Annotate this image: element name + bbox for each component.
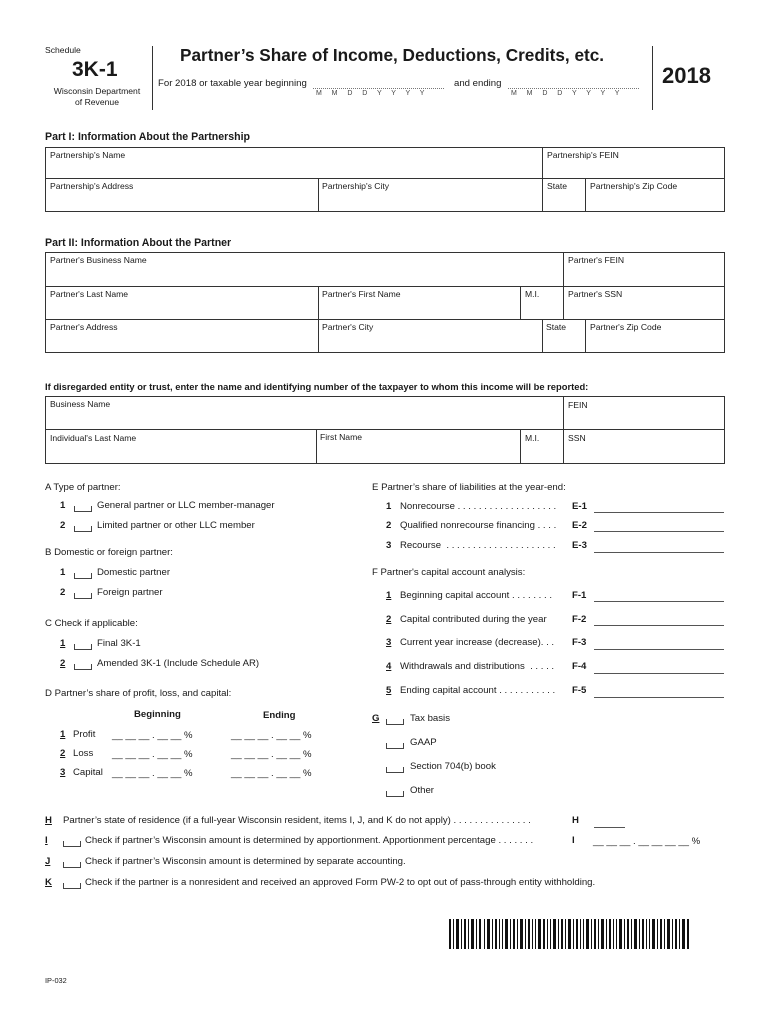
- partnership-city-field[interactable]: Partnership's City: [322, 181, 390, 191]
- section-a-item1-num: 1: [60, 500, 66, 511]
- e3-code: E-3: [572, 540, 587, 551]
- e1-amount-field[interactable]: [594, 512, 724, 513]
- section-i-text: Check if partner’s Wisconsin amount is determined by apportionment. Apportionment percentage . . . . . . .: [85, 835, 534, 846]
- disregarded-col-fein: [563, 396, 564, 429]
- final-3k1-checkbox[interactable]: [74, 644, 92, 650]
- part1-col-divider-zip: [585, 178, 586, 212]
- part1-row-divider: [45, 178, 725, 179]
- partner-zip-field[interactable]: Partner's Zip Code: [590, 322, 662, 332]
- f3-num: 3: [386, 637, 392, 648]
- disregarded-col-first: [316, 429, 317, 464]
- apportionment-percentage-field[interactable]: __ __ __ . __ __ __ __ %: [593, 836, 701, 847]
- limited-partner-checkbox[interactable]: [74, 526, 92, 532]
- loss-num: 2: [60, 748, 66, 759]
- page-title: Partner’s Share of Income, Deductions, Credits, etc.: [180, 45, 605, 65]
- e1-label: Nonrecourse . . . . . . . . . . . . . . . . . . .: [400, 501, 557, 512]
- part1-title: Part I: Information About the Partnership: [45, 131, 251, 143]
- section-704b-checkbox[interactable]: [386, 767, 404, 773]
- f2-code: F-2: [572, 614, 587, 625]
- e2-code: E-2: [572, 520, 587, 531]
- profit-num: 1: [60, 729, 66, 740]
- disregarded-title: If disregarded entity or trust, enter the name and identifying number of the taxpayer to whom this income will be reported:: [45, 381, 589, 392]
- section-e-title: E Partner’s share of liabilities at the year-end:: [372, 482, 566, 493]
- loss-label: Loss: [73, 748, 94, 759]
- partnership-address-field[interactable]: Partnership's Address: [50, 181, 134, 191]
- section-f-title: F Partner's capital account analysis:: [372, 567, 526, 578]
- f2-amount-field[interactable]: [594, 625, 724, 626]
- other-checkbox[interactable]: [386, 791, 404, 797]
- partner-business-name-field[interactable]: Partner's Business Name: [50, 255, 147, 265]
- f4-code: F-4: [572, 661, 587, 672]
- section-j-text: Check if partner’s Wisconsin amount is determined by separate accounting.: [85, 856, 406, 867]
- section-704b-label: Section 704(b) book: [410, 761, 496, 772]
- and-ending-label: and ending: [454, 78, 502, 89]
- partnership-fein-field[interactable]: Partnership's FEIN: [547, 150, 619, 160]
- loss-beginning-field[interactable]: __ __ __ . __ __ %: [112, 749, 193, 760]
- form-number: 3K-1: [72, 58, 118, 81]
- part2-col-zip: [585, 319, 586, 353]
- f2-label: Capital contributed during the year: [400, 614, 547, 625]
- schedule-label: Schedule: [45, 45, 81, 55]
- part2-col-first: [318, 286, 319, 319]
- beginning-header: Beginning: [134, 709, 181, 720]
- part2-col-city: [318, 319, 319, 353]
- section-a-title: A Type of partner:: [45, 482, 121, 493]
- other-label: Other: [410, 785, 434, 796]
- section-b-item1-label: Domestic partner: [97, 567, 171, 578]
- disregarded-business-name-field[interactable]: Business Name: [50, 399, 111, 409]
- f1-label: Beginning capital account . . . . . . . .: [400, 590, 552, 601]
- pw2-opt-out-checkbox[interactable]: [63, 883, 81, 889]
- general-partner-checkbox[interactable]: [74, 506, 92, 512]
- part2-col-fein: [563, 252, 564, 286]
- capital-ending-field[interactable]: __ __ __ . __ __ %: [231, 768, 312, 779]
- section-b-item2-label: Foreign partner: [97, 587, 163, 598]
- section-k-text: Check if the partner is a nonresident and received an approved Form PW-2 to opt out of pass-through entity withholding.: [85, 877, 596, 888]
- disregarded-ssn-field[interactable]: SSN: [568, 433, 586, 443]
- section-a-item2-label: Limited partner or other LLC member: [97, 520, 255, 531]
- begin-date-format: M M D D Y Y Y Y: [316, 90, 426, 97]
- part2-title: Part II: Information About the Partner: [45, 237, 232, 249]
- barcode: [449, 919, 689, 949]
- e1-code: E-1: [572, 501, 587, 512]
- section-h-letter: H: [45, 815, 52, 826]
- agency-line1: Wisconsin Department: [53, 86, 141, 96]
- f3-label: Current year increase (decrease). . .: [400, 637, 555, 648]
- capital-label: Capital: [73, 767, 103, 778]
- disregarded-row-divider: [45, 429, 725, 430]
- part1-table: [45, 147, 725, 212]
- header-divider-right: [652, 46, 653, 110]
- part2-row-divider-2: [45, 319, 725, 320]
- f1-amount-field[interactable]: [594, 601, 724, 602]
- partner-city-field[interactable]: Partner's City: [322, 322, 374, 332]
- part2-col-mi: [520, 286, 521, 319]
- ending-header: Ending: [263, 710, 296, 721]
- section-j-letter: J: [45, 856, 51, 867]
- section-g-letter: G: [372, 713, 380, 724]
- f4-label: Withdrawals and distributions . . . . .: [400, 661, 555, 672]
- section-c-item2-label: Amended 3K-1 (Include Schedule AR): [97, 658, 260, 669]
- profit-beginning-field[interactable]: __ __ __ . __ __ %: [112, 730, 193, 741]
- section-c-title: C Check if applicable:: [45, 618, 138, 629]
- gaap-label: GAAP: [410, 737, 437, 748]
- amended-3k1-checkbox[interactable]: [74, 664, 92, 670]
- section-k-letter: K: [45, 877, 52, 888]
- section-i-code: I: [572, 835, 575, 846]
- part2-col-state: [542, 319, 543, 353]
- section-a-item2-num: 2: [60, 520, 66, 531]
- partnership-state-field[interactable]: State: [547, 181, 568, 191]
- section-i-letter: I: [45, 835, 48, 846]
- section-a-item1-label: General partner or LLC member-manager: [97, 500, 275, 511]
- f5-label: Ending capital account . . . . . . . . . . .: [400, 685, 556, 696]
- f2-num: 2: [386, 614, 392, 625]
- disregarded-fein-field[interactable]: FEIN: [568, 400, 588, 410]
- f4-amount-field[interactable]: [594, 673, 724, 674]
- tax-basis-label: Tax basis: [410, 713, 450, 724]
- disregarded-table: [45, 396, 725, 464]
- partnership-zip-field[interactable]: Partnership's Zip Code: [590, 181, 678, 191]
- f3-amount-field[interactable]: [594, 649, 724, 650]
- partner-address-field[interactable]: Partner's Address: [50, 322, 118, 332]
- part2-row-divider-1: [45, 286, 725, 287]
- profit-ending-field[interactable]: __ __ __ . __ __ %: [231, 730, 312, 741]
- disregarded-mi-field[interactable]: M.I.: [525, 433, 540, 443]
- e2-label: Qualified nonrecourse financing . . . .: [400, 520, 557, 531]
- e1-num: 1: [386, 501, 392, 512]
- e3-amount-field[interactable]: [594, 552, 724, 553]
- section-h-text: Partner’s state of residence (if a full-year Wisconsin resident, items I, J, and K do not apply) . . . . . . . . . . . . . . .: [63, 815, 531, 826]
- e2-amount-field[interactable]: [594, 531, 724, 532]
- capital-num: 3: [60, 767, 66, 778]
- profit-label: Profit: [73, 729, 96, 740]
- tax-year: 2018: [662, 63, 711, 88]
- disregarded-first-name-field[interactable]: First Name: [320, 432, 363, 442]
- part1-col-divider-fein: [542, 147, 543, 178]
- part2-col-ssn: [563, 286, 564, 319]
- partner-state-field[interactable]: State: [546, 322, 567, 332]
- e3-num: 3: [386, 540, 392, 551]
- header-divider-left: [152, 46, 153, 110]
- disregarded-last-name-field[interactable]: Individual's Last Name: [50, 433, 137, 443]
- apportionment-checkbox[interactable]: [63, 841, 81, 847]
- taxable-year-label: For 2018 or taxable year beginning: [158, 78, 307, 89]
- partner-ssn-field[interactable]: Partner's SSN: [568, 289, 623, 299]
- partner-first-name-field[interactable]: Partner's First Name: [322, 289, 401, 299]
- f5-amount-field[interactable]: [594, 697, 724, 698]
- part1-col-divider-city: [318, 178, 319, 212]
- state-of-residence-field[interactable]: [594, 827, 625, 828]
- separate-accounting-checkbox[interactable]: [63, 862, 81, 868]
- section-c-item1-label: Final 3K-1: [97, 638, 141, 649]
- f5-code: F-5: [572, 685, 587, 696]
- section-b-item1-num: 1: [60, 567, 66, 578]
- disregarded-col-mi: [520, 429, 521, 464]
- disregarded-col-ssn: [563, 429, 564, 464]
- partner-fein-field[interactable]: Partner's FEIN: [568, 255, 625, 265]
- gaap-checkbox[interactable]: [386, 743, 404, 749]
- section-c-item1-num: 1: [60, 638, 66, 649]
- form-code: IP-032: [45, 976, 67, 985]
- section-b-title: B Domestic or foreign partner:: [45, 547, 173, 558]
- domestic-partner-checkbox[interactable]: [74, 573, 92, 579]
- part1-col-divider-state: [542, 178, 543, 212]
- partner-last-name-field[interactable]: Partner's Last Name: [50, 289, 129, 299]
- section-h-code: H: [572, 815, 579, 826]
- f4-num: 4: [386, 661, 392, 672]
- f3-code: F-3: [572, 637, 587, 648]
- foreign-partner-checkbox[interactable]: [74, 593, 92, 599]
- section-b-item2-num: 2: [60, 587, 66, 598]
- part2-table: [45, 252, 725, 353]
- end-date-field[interactable]: [508, 88, 639, 89]
- f1-num: 1: [386, 590, 392, 601]
- e3-label: Recourse . . . . . . . . . . . . . . . . . . . . .: [400, 540, 556, 551]
- begin-date-field[interactable]: [313, 88, 444, 89]
- section-c-item2-num: 2: [60, 658, 66, 669]
- agency-line2: of Revenue: [75, 97, 119, 107]
- loss-ending-field[interactable]: __ __ __ . __ __ %: [231, 749, 312, 760]
- e2-num: 2: [386, 520, 392, 531]
- section-d-title: D Partner’s share of profit, loss, and capital:: [45, 688, 232, 699]
- tax-basis-checkbox[interactable]: [386, 719, 404, 725]
- capital-beginning-field[interactable]: __ __ __ . __ __ %: [112, 768, 193, 779]
- partnership-name-field[interactable]: Partnership's Name: [50, 150, 126, 160]
- f5-num: 5: [386, 685, 392, 696]
- f1-code: F-1: [572, 590, 587, 601]
- partner-mi-field[interactable]: M.I.: [525, 289, 540, 299]
- end-date-format: M M D D Y Y Y Y: [511, 90, 621, 97]
